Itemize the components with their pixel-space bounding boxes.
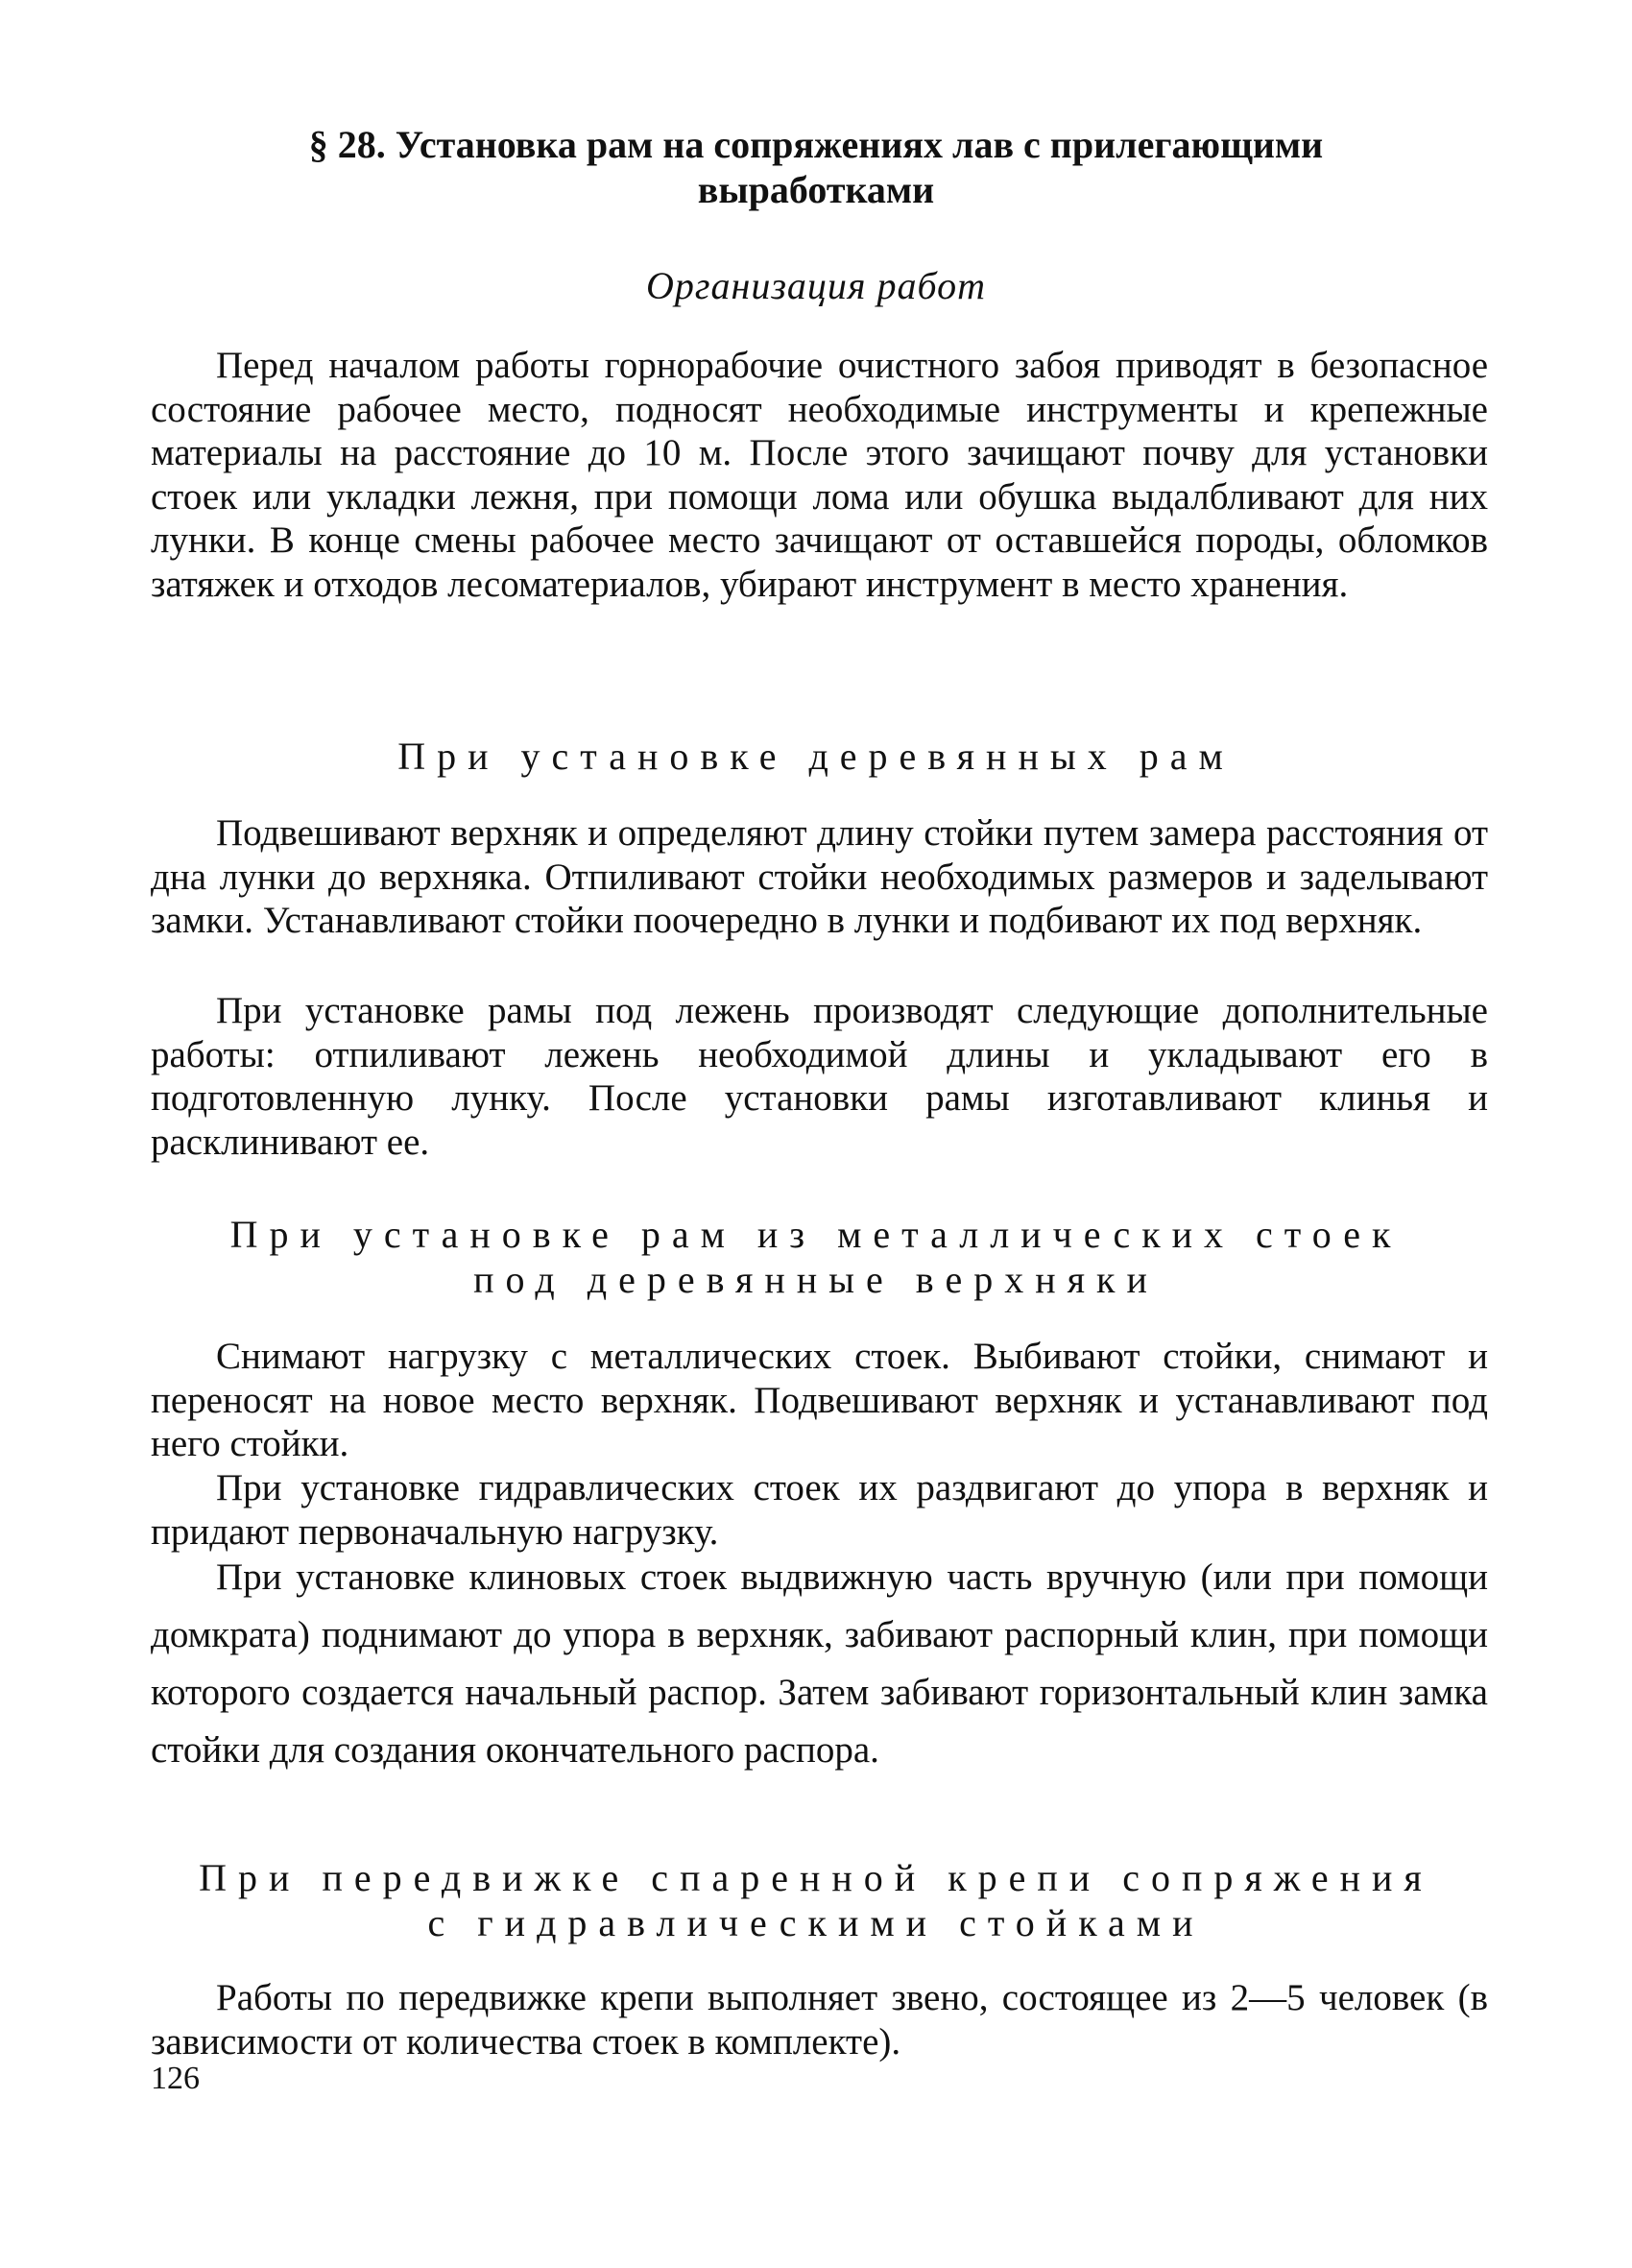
paired-support-heading-line-2: с гидравлическими стойками [427, 1901, 1205, 1944]
metal-props-heading-line-1: При установке рам из металлических стоек [229, 1213, 1403, 1256]
metal-props-paragraph-2: При установке гидравлических стоек их раздвигают до упора в верхняк и придают первоначальную нагрузку. [151, 1467, 1488, 1553]
wooden-frames-paragraph-1: Подвешивают верхняк и определяют длину стойки путем замера расстояния от дна лунки до верхняка. Отпиливают стойки необходимых размеров и заделывают замки. Устанавливают стойки поочередно в лунки и подбивают их под верхняк. [151, 812, 1488, 941]
metal-props-heading-line-2: под деревянные верхняки [473, 1258, 1159, 1301]
wooden-frames-paragraph-2: При установке рамы под лежень производят следующие дополнительные работы: отпиливают лежень необходимой длины и укладывают его в подготовленную лунку. После установки рамы изготавливают клинья и расклинивают ее. [151, 990, 1488, 1163]
organization-paragraph: Перед началом работы горнорабочие очистного забоя приводят в безопасное состояние рабочее место, подносят необходимые инструменты и крепежные материалы на расстояние до 10 м. После этого зачищают почву для установки стоек или укладки лежня, при помощи лома или обушка выдалбливают для них лунки. В конце смены рабочее место зачищают от оставшейся породы, обломков затяжек и отходов лесоматериалов, убирают инструмент в место хранения. [151, 345, 1488, 605]
section-title-line-1: § 28. Установка рам на сопряжениях лав с прилегающими [308, 123, 1324, 166]
section-title-line-2: выработками [697, 168, 935, 211]
wooden-frames-heading: При установке деревянных рам [397, 735, 1235, 778]
organization-heading: Организация работ [645, 264, 986, 307]
page-number: 126 [151, 2061, 200, 2096]
metal-props-paragraph-1: Снимают нагрузку с металлических стоек. Выбивают стойки, снимают и переносят на новое место верхняк. Подвешивают верхняк и устанавливают под него стойки. [151, 1336, 1488, 1464]
paired-support-heading-line-1: При передвижке спаренной крепи сопряжения [199, 1856, 1433, 1899]
paired-support-paragraph: Работы по передвижке крепи выполняет звено, состоящее из 2—5 человек (в зависимости от количества стоек в комплекте). [151, 1977, 1488, 2063]
metal-props-paragraph-3: При установке клиновых стоек выдвижную часть вручную (или при помощи домкрата) поднимают до упора в верхняк, забивают распорный клин, при помощи которого создается начальный распор. Затем забивают горизонтальный клин замка стойки для создания окончательного распора. [151, 1556, 1488, 1771]
